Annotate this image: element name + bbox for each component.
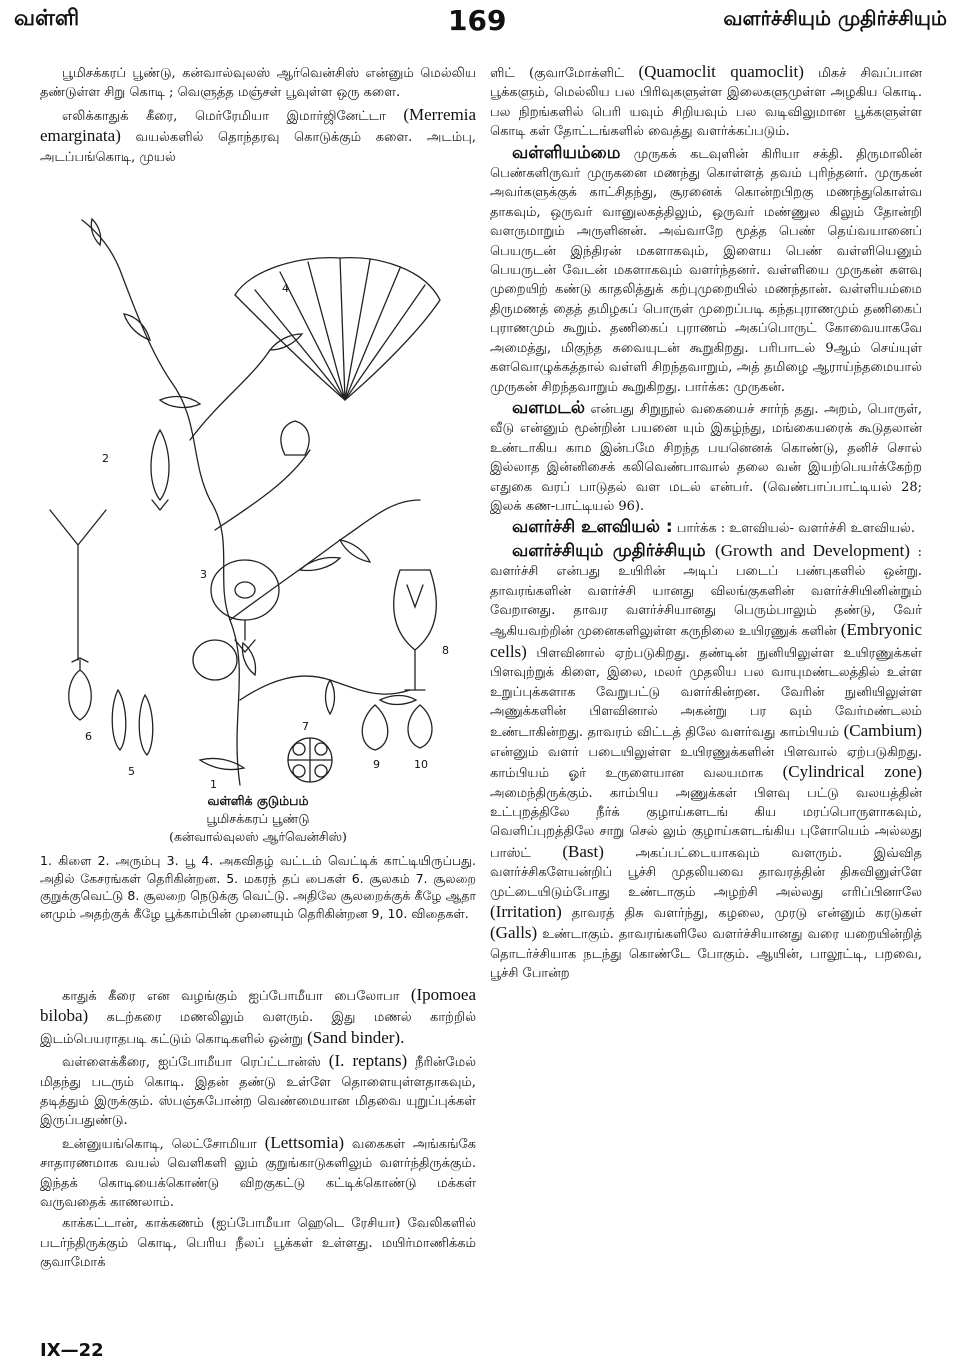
corolla-section — [235, 258, 440, 400]
page-number: 169 — [448, 4, 507, 37]
main-stem — [82, 220, 240, 785]
figure-label: 4 — [282, 282, 289, 295]
branch-upper — [190, 350, 270, 440]
paragraph-elikathu-keerai: எலிக்காதுக் கீரை, மெர்ரேமியா இமார்ஜினேட்டா (Merremia emarginata) வயல்களில் தொந்தரவு கொடுக்கும் களை. அடம்பு, அடப்பங்கொடி, முயல் — [40, 104, 476, 165]
figure-label: 3 — [200, 568, 207, 581]
entry-valamadal: வளமடல் என்பது சிறுநூல் வகையைச் சார்ந் தது. அறம், பொருள், வீடு என்னும் மூன்றின் பயனை யும் இகழ்ந்து, மங்கையரைக் கூடுதலான் உண்டாகிய காம இன்பமே சிறந்த பயனெனக் கொண்டு, தனிச் சொல் இல்லாத இன்னிசைக் கலிவெண்பாவால் தலை வன் இயற்பெயர்க்கேற்ற எதுகை வரப் பாடுதல் வள மடல் என்பர். (வெண்பாப்பாட்டியல் 28; இலக் கண-பாட்டியல் 96). — [490, 397, 922, 514]
seed — [408, 705, 432, 748]
running-head-right: வளர்ச்சியும் முதிர்ச்சியும் — [723, 6, 947, 30]
figure-caption-title: வள்ளிக் குடும்பம் — [207, 793, 309, 808]
paragraph-quamoclit: ளிட் (குவாமோக்ளிட் (Quamoclit quamoclit) மிகச் சிவப்பான பூக்களும், மெல்லிய பல பிரிவுகளுள்ள இலைகளுமுள்ள அழகிய கொடி. பல நிறங்களில் பெரி யவும் சிறியவும் பல வடிவிலுமான பூக்களுள்ள கொடி கள் தோட்டங்களில் வைத்து வளர்க்கப்படும். — [490, 62, 922, 140]
entry-heading: வளர்ச்சியும் முதிர்ச்சியும் — [512, 540, 716, 561]
convolvulus-drawing — [40, 200, 476, 790]
leaf — [340, 540, 370, 562]
figure-label: 2 — [102, 452, 109, 465]
leaf — [160, 397, 200, 408]
paragraph-lettsomia: உன்னுயங்கொடி, லெட்சோமியா (Lettsomia) வகைகள் அங்கங்கே சாதாரணமாக வயல் வெளிகளி லும் குறுங்காடுகளிலும் வளர்ந்திருக்கும். இந்தக் கொடியைக்கொண்டு விறகுகட்டு கட்டிக்கொண்டு மக்கள் வருவதைக் காணலாம். — [40, 1132, 476, 1211]
page-header — [0, 0, 961, 48]
figure-caption-subtitle: பூமிசக்கரப் பூண்டு — [206, 811, 310, 826]
running-head-left: வள்ளி — [14, 6, 80, 31]
paragraph-kakkattan: காக்கட்டான், காக்கணம் (ஐப்போமீயா ஹெடெ ரேசியா) வேலிகளில் படர்ந்திருக்கும் கொடி, பெரிய நீலப் பூக்கள் உள்ளது. மயிர்மாணிக்கம் குவாமோக் — [40, 1216, 476, 1271]
branch-right — [230, 500, 420, 620]
seed — [362, 705, 388, 750]
figure-label: 1 — [210, 778, 217, 790]
paragraph-bhoomichakkaram: பூமிசக்கரப் பூண்டு, கன்வால்வுலஸ் ஆர்வென்சிஸ் என்னும் மெல்லிய தண்டுள்ள சிறு கொடி ; வெளுத்த மஞ்சள் பூவுள்ள ஒரு களை. — [40, 66, 476, 101]
anther — [139, 695, 153, 755]
figure-label: 10 — [414, 758, 428, 771]
entry-growth-psychology: வளர்ச்சி உளவியல் : பார்க்க : உளவியல்- வளர்ச்சி உளவியல். — [512, 517, 915, 538]
left-column-top — [40, 64, 476, 169]
entry-heading: வளமடல் — [512, 397, 585, 418]
entry-valliyammai: வள்ளியம்மை முருகக் கடவுளின் கிரியா சக்தி. திருமாலின் பெண்களிருவர் முருகனை மணந்து கொள்ளத் தவம் புரிந்தனர். முருகன் அவர்களுக்குக் காட்சிதந்து, சூரனைக் கொன்றபிறகு மணந்துகொள்வ தாகவும், ஒருவர் வானுலகத்திலும், ஒருவர் மண்ணுல கிலும் தோன்றி வளருமாறும் அருளினன். அவ்வாறே மூத்த பெண் தெய்வயானைப் பெயருடன் இந்திரன் மகளாகவும், இளைய பெண் வள்ளியெனும் பெயருடன் வேடன் மகளாகவும் வளர்ந்தனர். வள்ளியை முருகன் களவு முறையிற் கண்டு காதலித்துக் கற்புமுறையில் மணந்தான். வள்ளியம்மை திருமணத் தைத் தமிழகப் பொருள் முறைப்படி கந்தபுராணமும் தணிகைப் புராணமும் கூறும். தணிகைப் புராணம் அகப்பொருட் கோவையாகவே அமைத்து, மிகுந்த சுவையுடன் கூறுகிறது. பரிபாடல் 9ஆம் செய்யுள் களவொழுக்கத்தால் வள்ளி சிறந்தவாறும், அத் தமிழை ஆராய்ந்தமையால் முருகன் சிறந்தவாறும் கூறுகிறது. பார்க்க: முருகன். — [490, 142, 922, 395]
figure-legend: 1. கிளை 2. அரும்பு 3. பூ 4. அகவிதழ் வட்டம் வெட்டிக் காட்டியிருப்பது. அதில் கேசரங்கள் தெரிகின்றன. 5. மகரந் தப் பைகள் 6. சூலகம் 7. சூலறை குறுக்குவெட்டு 8. சூலறை நெடுக்கு வெட்டு. அதிலே சூலறைக்குக் கீழே ஆதா னமும் அதற்குக் கீழே பூக்காம்பின் முனையும் தெரிகின்றன 9, 10. விதைகள். — [40, 853, 476, 921]
right-column — [490, 62, 922, 986]
leaf — [300, 558, 340, 571]
ovary-longitudinal-section — [394, 570, 436, 650]
flower-bud — [151, 430, 169, 500]
figure-label: 5 — [128, 765, 135, 778]
branch-mid — [215, 450, 310, 530]
botanical-illustration — [40, 200, 476, 790]
entry-heading: வளர்ச்சி உளவியல் : — [512, 517, 673, 538]
anther — [112, 690, 126, 750]
left-column-bottom — [40, 985, 476, 1275]
open-flower — [211, 560, 279, 620]
figure-caption-scientific: (கன்வால்வுலஸ் ஆர்வென்சிஸ்) — [169, 829, 347, 844]
open-flower — [193, 640, 237, 680]
leaf — [380, 696, 416, 705]
paragraph-ipomoea-reptans: வள்ளைக்கீரை, ஐப்போமீயா ரெப்ட்டான்ஸ் (I. reptans) நீரின்மேல் மிதந்து படரும் கொடி. இதன் தண்டு உள்ளே தொளையுள்ளதாகவும், தடித்தும் இருக்கும். ஸ்பஞ்சுபோன்ற வெண்மையான மிதவை யுறுப்புக்கள் இருப்பதுண்டு. — [40, 1051, 476, 1129]
figure-label: 8 — [442, 644, 449, 657]
leaf — [326, 680, 335, 714]
entry-growth-and-development: வளர்ச்சியும் முதிர்ச்சியும் (Growth and Development) : வளர்ச்சி என்பது உயிரின் அடிப் படைப் பண்புகளில் ஒன்று. தாவரங்களின் வளர்ச்சி யானது விலங்குகளின் வளர்ச்சியினின்றும் வேறானது. தாவர வளர்ச்சியானது பெரும்பாலும் தண்டு, வேர் ஆகியவற்றின் முனைகளிலுள்ள கருநிலை உயிரணுக் களின் (Embryonic cells) பிளவினால் ஏற்படுகிறது. தண்டின் நுனியிலுள்ள உயிரணுக்கள் பிளவுற்றுக் கிளை, இலை, மலர் முதலிய பல வாயுமண்டலத்தில் உள்ள உறுப்புக்களாக வேறுபட்டு வளர்கின்றன. வேரின் நுனியிலுள்ள அணுக்களின் பிளவினால் அகன்று பர வும் வேர்மண்டலம் உண்டாகின்றது. தாவரம் விட்டத் திலே வளர்வது காம்பியம் (Cambium) என்னும் வளர் படையிலுள்ள உயிரணுக்களின் பிளவால் ஏற்படுகிறது. காம்பியம் ஓர் உருளையான வலயமாக (Cylindrical zone) அமைந்திருக்கும். காம்பிய அணுக்கள் பிளவு பட்டு வலயத்தின் உட்புறத்திலே நீர்க் குழாய்களடங் கிய மரப்பொருளாகவும், வெளிப்புறத்திலே சாறு செல் லும் குழாய்களடங்கிய புளோயெம் அல்லது பாஸ்ட் (Bast) அகப்பட்டையாகவும் வளரும். இவ்வித வளர்ச்சிகளேயன்றிப் பூச்சி முதலியவை தாவரத்தின் திசுவினுள்ளே முட்டையிடும்போது உண்டாகும் அழற்சி அல்லது எரிப்பினாலே (Irritation) தாவரத் திசு வளர்ந்து, கழலை, முரடு என்னும் கரடுகள் (Galls) உண்டாகும். தாவரங்களிலே வளர்ச்சியானது வரை யறையின்றித் தொடர்ச்சியாக நடந்து கொண்டே போகும். ஆயின், பாலூட்டி, பறவை, பூச்சி போன்ற — [490, 540, 923, 982]
figure-label: 6 — [85, 730, 92, 743]
figure-label: 7 — [302, 720, 309, 733]
signature-mark: IX—22 — [40, 1340, 104, 1361]
figure-label: 9 — [373, 758, 380, 771]
paragraph-ipomoea-biloba: காதுக் கீரை என வழங்கும் ஐப்போமீயா பைலோபா (Ipomoea biloba) கடற்கரை மணலிலும் வளரும். இது மணல் காற்றில் இடம்பெயராதபடி கட்டும் கொடிகளில் ஒன்று (Sand binder). — [40, 985, 476, 1047]
pistil-left — [50, 510, 106, 660]
ovary — [69, 670, 92, 720]
entry-heading: வள்ளியம்மை — [512, 142, 621, 163]
